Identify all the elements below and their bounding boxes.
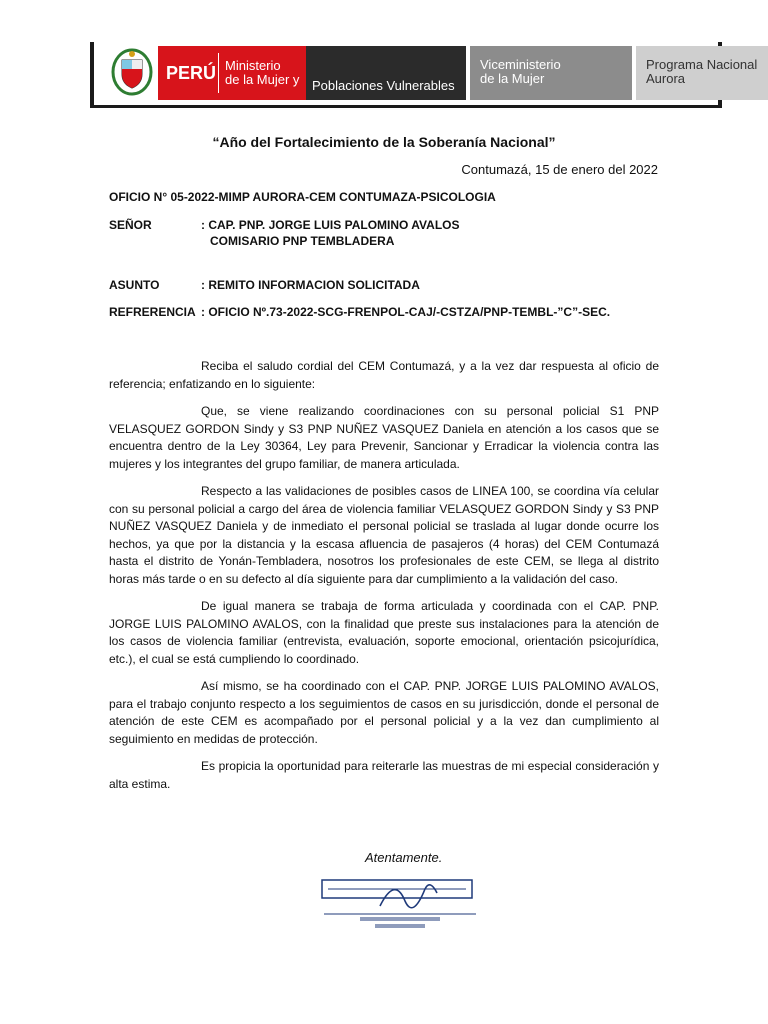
senor-label: SEÑOR: [109, 218, 152, 232]
coat-of-arms-icon: [110, 48, 154, 98]
asunto-label: ASUNTO: [109, 278, 160, 292]
referencia-value: : OFICIO Nº.73-2022-SCG-FRENPOL-CAJ/-CSTZA/PNP-TEMBL-”C”-SEC.: [201, 305, 611, 319]
program-block: [636, 46, 768, 100]
peru-logo-box: [158, 46, 306, 100]
year-motto: “Año del Fortalecimiento de la Soberanía Nacional”: [212, 134, 556, 150]
asunto-value: : REMITO INFORMACION SOLICITADA: [201, 278, 420, 292]
senor-line-1: : CAP. PNP. JORGE LUIS PALOMINO AVALOS: [201, 218, 460, 232]
peru-label: PERÚ: [166, 62, 217, 83]
referencia-label: REFRERENCIA: [109, 305, 196, 319]
paragraph-followup: Así mismo, se ha coordinado con el CAP. PNP. JORGE LUIS PALOMINO AVALOS, para el trabajo conjunto respecto a los seguimientos de casos en su jurisdicción, donde el personal de atención de este CEM es acompañado por el personal policial y a la vez dan cumplimiento al seguimiento en medidas de protección.: [109, 679, 659, 746]
header-banner: [90, 42, 758, 108]
ministry-line-1: Ministerio: [225, 58, 281, 73]
paragraph-articulation: De igual manera se trabaja de forma articulada y coordinada con el CAP. PNP. JORGE LUIS PALOMINO AVALOS, con la finalidad que preste sus instalaciones para la atención de los casos de violencia familiar (entrevista, evaluación, soporte emocional, orientación psicojurídica, etc.), el cual se está cumpliendo lo coordinado.: [109, 599, 659, 666]
ministry-line-2: de la Mujer y: [225, 72, 300, 87]
paragraph-validations: Respecto a las validaciones de posibles casos de LINEA 100, se coordina vía celular con su personal policial a cargo del área de violencia familiar VELASQUEZ GORDON Sindy y S3 PNP NUÑEZ VASQUEZ Daniela y de inmediato el personal policial se traslada al lugar donde ocurre los hechos, ya que por la distancia y la escasa afluencia de pasajeros (4 horas) del CEM Contumazá hasta el distrito de Yonán-Tembladera, nosotros los profesionales de este CEM, se llega al distrito horas más tarde o en su defecto al día siguiente para dar cumplimiento a la validación del caso.: [109, 484, 659, 586]
viceministry-line-2: de la Mujer: [480, 71, 545, 86]
paragraph-greeting: Reciba el saludo cordial del CEM Contumazá, y a la vez dar respuesta al oficio de referencia; enfatizando en lo siguiente:: [109, 359, 659, 391]
program-line-2: Aurora: [646, 71, 686, 86]
ministry-line-3: Poblaciones Vulnerables: [312, 78, 455, 93]
program-line-1: Programa Nacional: [646, 57, 758, 72]
viceministry-block: [470, 46, 632, 100]
logo-divider: [218, 53, 219, 93]
closing-text: Atentamente.: [365, 850, 443, 865]
letter-body: [109, 358, 659, 803]
paragraph-farewell: Es propicia la oportunidad para reiterarle las muestras de mi especial consideración y alta estima.: [109, 759, 659, 791]
viceministry-line-1: Viceministerio: [480, 57, 561, 72]
ministry-block: [306, 46, 466, 100]
ministry-name: [225, 59, 299, 87]
paragraph-coordination: Que, se viene realizando coordinaciones con su personal policial S1 PNP VELASQUEZ GORDON Sindy y S3 PNP NUÑEZ VASQUEZ Daniela en atención a los casos que se encuentra dentro de la Ley 30364, Ley para Prevenir, Sancionar y Erradicar la violencia contra las mujeres y los integrantes del grupo familiar, de manera articulada.: [109, 404, 659, 471]
signature-stamp: [320, 876, 480, 936]
senor-line-2: COMISARIO PNP TEMBLADERA: [210, 234, 395, 248]
letter-date: Contumazá, 15 de enero del 2022: [461, 162, 658, 177]
oficio-number: OFICIO N° 05-2022-MIMP AURORA-CEM CONTUMAZA-PSICOLOGIA: [109, 190, 496, 204]
